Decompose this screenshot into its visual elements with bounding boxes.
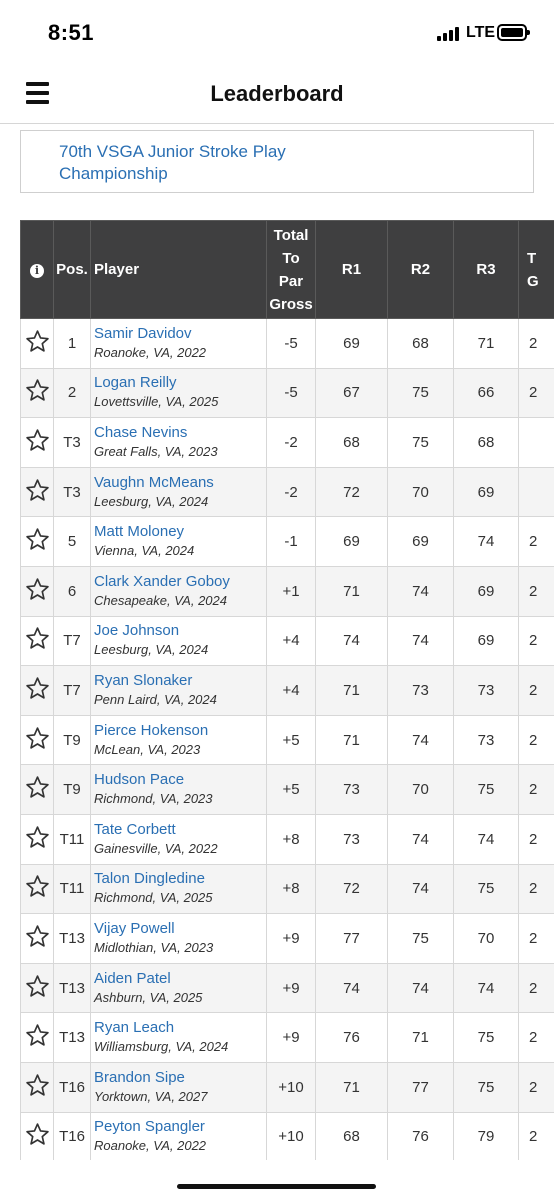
- favorite-cell: [21, 666, 54, 716]
- player-cell: [91, 1013, 267, 1063]
- total-gross-cell: [519, 418, 554, 468]
- player-name-link[interactable]: Aiden Patel: [94, 969, 171, 987]
- player-hometown-year: Vienna, VA, 2024: [94, 543, 195, 559]
- total-to-par-cell: -2: [267, 418, 316, 468]
- total-gross-cell: 2: [519, 566, 554, 616]
- position-cell: T9: [54, 715, 91, 765]
- r1-cell: 68: [316, 1112, 388, 1160]
- event-title-link[interactable]: 70th VSGA Junior Stroke Play Championship: [59, 142, 286, 183]
- r1-cell: 77: [316, 914, 388, 964]
- player-hometown-year: Great Falls, VA, 2023: [94, 443, 218, 459]
- player-cell: [91, 616, 267, 666]
- table-row: [21, 814, 554, 864]
- table-header-row: [21, 221, 554, 319]
- table-row: [21, 666, 554, 716]
- page-title: Leaderboard: [210, 81, 344, 106]
- total-to-par-cell: +9: [267, 914, 316, 964]
- player-hometown-year: Richmond, VA, 2025: [94, 890, 213, 906]
- player-column-header[interactable]: Player: [91, 221, 267, 319]
- table-row: [21, 963, 554, 1013]
- total-to-par-cell: +9: [267, 1013, 316, 1063]
- player-name-link[interactable]: Vijay Powell: [94, 919, 175, 937]
- total-gross-cell: 2: [519, 864, 554, 914]
- star-icon[interactable]: [25, 577, 50, 602]
- r3-cell: 73: [454, 666, 519, 716]
- player-hometown-year: Leesburg, VA, 2024: [94, 642, 209, 658]
- star-icon[interactable]: [25, 527, 50, 552]
- r2-cell: 74: [388, 814, 454, 864]
- r2-cell: 74: [388, 864, 454, 914]
- r2-cell: 74: [388, 963, 454, 1013]
- player-cell: [91, 715, 267, 765]
- player-hometown-year: Lovettsville, VA, 2025: [94, 394, 219, 410]
- r1-cell: 68: [316, 418, 388, 468]
- r2-cell: 75: [388, 368, 454, 418]
- table-row: [21, 1062, 554, 1112]
- r1-cell: 71: [316, 666, 388, 716]
- r2-cell: 71: [388, 1013, 454, 1063]
- star-icon[interactable]: [25, 775, 50, 800]
- player-cell: [91, 963, 267, 1013]
- position-cell: T3: [54, 467, 91, 517]
- player-name-link[interactable]: Matt Moloney: [94, 523, 185, 541]
- table-row: [21, 368, 554, 418]
- r1-cell: 74: [316, 616, 388, 666]
- total-gross-cell: 2: [519, 517, 554, 567]
- r3-cell: 69: [454, 566, 519, 616]
- r1-cell: 71: [316, 1062, 388, 1112]
- total-to-par-cell: -5: [267, 319, 316, 369]
- leaderboard-table: [20, 220, 554, 1160]
- favorite-cell: [21, 517, 54, 567]
- player-hometown-year: Yorktown, VA, 2027: [94, 1088, 208, 1104]
- total-gross-cell: 2: [519, 765, 554, 815]
- total-gross-cell: 2: [519, 963, 554, 1013]
- favorite-cell: [21, 814, 54, 864]
- total-gross-cell: 2: [519, 1112, 554, 1160]
- player-cell: [91, 467, 267, 517]
- player-name-link[interactable]: Joe Johnson: [94, 622, 180, 640]
- star-icon[interactable]: [25, 924, 50, 949]
- next-header-line: T: [527, 249, 537, 267]
- total-to-par-cell: +8: [267, 864, 316, 914]
- player-cell: [91, 418, 267, 468]
- r3-cell: 74: [454, 517, 519, 567]
- favorite-cell: [21, 1013, 54, 1063]
- r1-column-header[interactable]: R1: [316, 221, 388, 319]
- player-name-link[interactable]: Brandon Sipe: [94, 1068, 185, 1086]
- player-cell: [91, 319, 267, 369]
- total-gross-cell: 2: [519, 814, 554, 864]
- position-cell: 1: [54, 319, 91, 369]
- total-gross-column-header[interactable]: [519, 221, 554, 319]
- total-to-par-cell: +5: [267, 765, 316, 815]
- star-icon[interactable]: [25, 874, 50, 899]
- table-row: [21, 864, 554, 914]
- r2-cell: 74: [388, 715, 454, 765]
- player-cell: [91, 814, 267, 864]
- info-column-header[interactable]: [21, 221, 54, 319]
- player-hometown-year: Penn Laird, VA, 2024: [94, 691, 217, 707]
- star-icon[interactable]: [25, 428, 50, 453]
- star-icon[interactable]: [25, 726, 50, 751]
- player-name-link[interactable]: Talon Dingledine: [94, 870, 205, 888]
- player-cell: [91, 765, 267, 815]
- favorite-cell: [21, 864, 54, 914]
- player-cell: [91, 1062, 267, 1112]
- total-to-par-cell: +8: [267, 814, 316, 864]
- table-row: [21, 517, 554, 567]
- favorite-cell: [21, 765, 54, 815]
- total-gross-cell: 2: [519, 319, 554, 369]
- favorite-cell: [21, 914, 54, 964]
- player-hometown-year: Williamsburg, VA, 2024: [94, 1039, 229, 1055]
- favorite-cell: [21, 418, 54, 468]
- favorite-cell: [21, 963, 54, 1013]
- position-cell: T11: [54, 864, 91, 914]
- player-hometown-year: Ashburn, VA, 2025: [94, 989, 203, 1005]
- position-cell: T9: [54, 765, 91, 815]
- player-cell: [91, 666, 267, 716]
- r3-cell: 75: [454, 1013, 519, 1063]
- player-name-link[interactable]: Samir Davidov: [94, 324, 192, 342]
- position-cell: 2: [54, 368, 91, 418]
- r1-cell: 74: [316, 963, 388, 1013]
- r1-cell: 76: [316, 1013, 388, 1063]
- position-cell: 6: [54, 566, 91, 616]
- table-row: [21, 566, 554, 616]
- position-cell: T11: [54, 814, 91, 864]
- total-to-par-cell: +9: [267, 963, 316, 1013]
- total-gross-cell: 2: [519, 914, 554, 964]
- position-cell: T7: [54, 666, 91, 716]
- favorite-cell: [21, 566, 54, 616]
- position-cell: T7: [54, 616, 91, 666]
- player-name-link[interactable]: Vaughn McMeans: [94, 473, 214, 491]
- total-to-par-cell: -1: [267, 517, 316, 567]
- r2-cell: 73: [388, 666, 454, 716]
- favorite-cell: [21, 319, 54, 369]
- total-gross-cell: 2: [519, 368, 554, 418]
- r2-cell: 69: [388, 517, 454, 567]
- r2-cell: 68: [388, 319, 454, 369]
- player-name-link[interactable]: Pierce Hokenson: [94, 721, 209, 739]
- star-icon[interactable]: [25, 626, 50, 651]
- player-hometown-year: McLean, VA, 2023: [94, 741, 201, 757]
- r1-cell: 71: [316, 715, 388, 765]
- star-icon[interactable]: [25, 1122, 50, 1147]
- r3-cell: 70: [454, 914, 519, 964]
- player-cell: [91, 914, 267, 964]
- player-name-link[interactable]: Peyton Spangler: [94, 1118, 205, 1136]
- player-name-link[interactable]: Tate Corbett: [94, 820, 176, 838]
- favorite-cell: [21, 368, 54, 418]
- table-row: [21, 1013, 554, 1063]
- event-title-box: [20, 130, 534, 193]
- info-icon[interactable]: i: [30, 264, 44, 278]
- player-hometown-year: Leesburg, VA, 2024: [94, 493, 209, 509]
- status-bar: [0, 0, 554, 68]
- favorite-cell: [21, 1062, 54, 1112]
- star-icon[interactable]: [25, 676, 50, 701]
- player-name-link[interactable]: Clark Xander Goboy: [94, 572, 230, 590]
- total-gross-cell: 2: [519, 616, 554, 666]
- position-cell: 5: [54, 517, 91, 567]
- next-header-line: G: [527, 272, 539, 290]
- star-icon[interactable]: [25, 1073, 50, 1098]
- home-indicator: [177, 1184, 376, 1189]
- r1-cell: 73: [316, 765, 388, 815]
- network-type: LTE: [466, 24, 496, 41]
- total-header-line: Gross: [269, 295, 313, 313]
- r1-cell: 71: [316, 566, 388, 616]
- player-hometown-year: Richmond, VA, 2023: [94, 791, 213, 807]
- total-header-line: Total: [273, 226, 309, 244]
- player-cell: [91, 1112, 267, 1160]
- player-hometown-year: Roanoke, VA, 2022: [94, 344, 207, 360]
- r2-cell: 75: [388, 418, 454, 468]
- r3-cell: 68: [454, 418, 519, 468]
- position-cell: T13: [54, 914, 91, 964]
- favorite-cell: [21, 715, 54, 765]
- total-to-par-cell: -2: [267, 467, 316, 517]
- r2-cell: 75: [388, 914, 454, 964]
- pos-column-header[interactable]: Pos.: [54, 221, 91, 319]
- r3-cell: 75: [454, 765, 519, 815]
- player-name-link[interactable]: Chase Nevins: [94, 423, 188, 441]
- r3-cell: 69: [454, 467, 519, 517]
- leaderboard-table-container[interactable]: [20, 220, 554, 1160]
- r3-column-header[interactable]: R3: [454, 221, 519, 319]
- position-cell: T16: [54, 1062, 91, 1112]
- position-cell: T3: [54, 418, 91, 468]
- cellular-signal-icon: [437, 27, 461, 41]
- position-cell: T13: [54, 963, 91, 1013]
- table-row: [21, 616, 554, 666]
- r3-cell: 69: [454, 616, 519, 666]
- total-gross-cell: 2: [519, 715, 554, 765]
- r1-cell: 72: [316, 864, 388, 914]
- app-header: [0, 68, 554, 124]
- battery-icon: [497, 24, 527, 41]
- table-row: [21, 467, 554, 517]
- player-cell: [91, 368, 267, 418]
- total-gross-cell: 2: [519, 1062, 554, 1112]
- r3-cell: 75: [454, 864, 519, 914]
- total-to-par-cell: -5: [267, 368, 316, 418]
- table-row: [21, 418, 554, 468]
- table-row: [21, 765, 554, 815]
- r2-cell: 70: [388, 765, 454, 815]
- star-icon[interactable]: [25, 478, 50, 503]
- r3-cell: 74: [454, 814, 519, 864]
- star-icon[interactable]: [25, 825, 50, 850]
- r3-cell: 79: [454, 1112, 519, 1160]
- status-time: 8:51: [48, 20, 95, 45]
- table-row: [21, 1112, 554, 1160]
- table-row: [21, 715, 554, 765]
- r3-cell: 66: [454, 368, 519, 418]
- total-header-line: To: [282, 249, 300, 267]
- r3-cell: 74: [454, 963, 519, 1013]
- total-gross-cell: 2: [519, 666, 554, 716]
- star-icon[interactable]: [25, 974, 50, 999]
- r1-cell: 69: [316, 517, 388, 567]
- r1-cell: 73: [316, 814, 388, 864]
- r2-column-header[interactable]: R2: [388, 221, 454, 319]
- r3-cell: 75: [454, 1062, 519, 1112]
- r2-cell: 76: [388, 1112, 454, 1160]
- player-name-link[interactable]: Hudson Pace: [94, 771, 185, 789]
- player-cell: [91, 517, 267, 567]
- player-name-link[interactable]: Ryan Leach: [94, 1019, 175, 1037]
- total-to-par-cell: +1: [267, 566, 316, 616]
- r2-cell: 70: [388, 467, 454, 517]
- r1-cell: 69: [316, 319, 388, 369]
- player-name-link[interactable]: Ryan Slonaker: [94, 671, 193, 689]
- r2-cell: 77: [388, 1062, 454, 1112]
- star-icon[interactable]: [25, 1023, 50, 1048]
- player-name-link[interactable]: Logan Reilly: [94, 374, 177, 392]
- r2-cell: 74: [388, 616, 454, 666]
- total-to-par-cell: +10: [267, 1062, 316, 1112]
- r3-cell: 71: [454, 319, 519, 369]
- r1-cell: 72: [316, 467, 388, 517]
- star-icon[interactable]: [25, 378, 50, 403]
- favorite-cell: [21, 467, 54, 517]
- total-to-par-cell: +4: [267, 616, 316, 666]
- total-to-par-column-header[interactable]: [267, 221, 316, 319]
- total-to-par-cell: +10: [267, 1112, 316, 1160]
- table-row: [21, 319, 554, 369]
- player-hometown-year: Chesapeake, VA, 2024: [94, 592, 227, 608]
- total-gross-cell: 2: [519, 1013, 554, 1063]
- total-to-par-cell: +4: [267, 666, 316, 716]
- player-hometown-year: Roanoke, VA, 2022: [94, 1138, 207, 1154]
- r3-cell: 73: [454, 715, 519, 765]
- total-gross-cell: [519, 467, 554, 517]
- r2-cell: 74: [388, 566, 454, 616]
- position-cell: T13: [54, 1013, 91, 1063]
- player-cell: [91, 864, 267, 914]
- player-cell: [91, 566, 267, 616]
- position-cell: T16: [54, 1112, 91, 1160]
- favorite-cell: [21, 616, 54, 666]
- r1-cell: 67: [316, 368, 388, 418]
- total-to-par-cell: +5: [267, 715, 316, 765]
- table-row: [21, 914, 554, 964]
- player-hometown-year: Gainesville, VA, 2022: [94, 840, 218, 856]
- star-icon[interactable]: [25, 329, 50, 354]
- player-hometown-year: Midlothian, VA, 2023: [94, 939, 214, 955]
- favorite-cell: [21, 1112, 54, 1160]
- total-header-line: Par: [278, 272, 304, 290]
